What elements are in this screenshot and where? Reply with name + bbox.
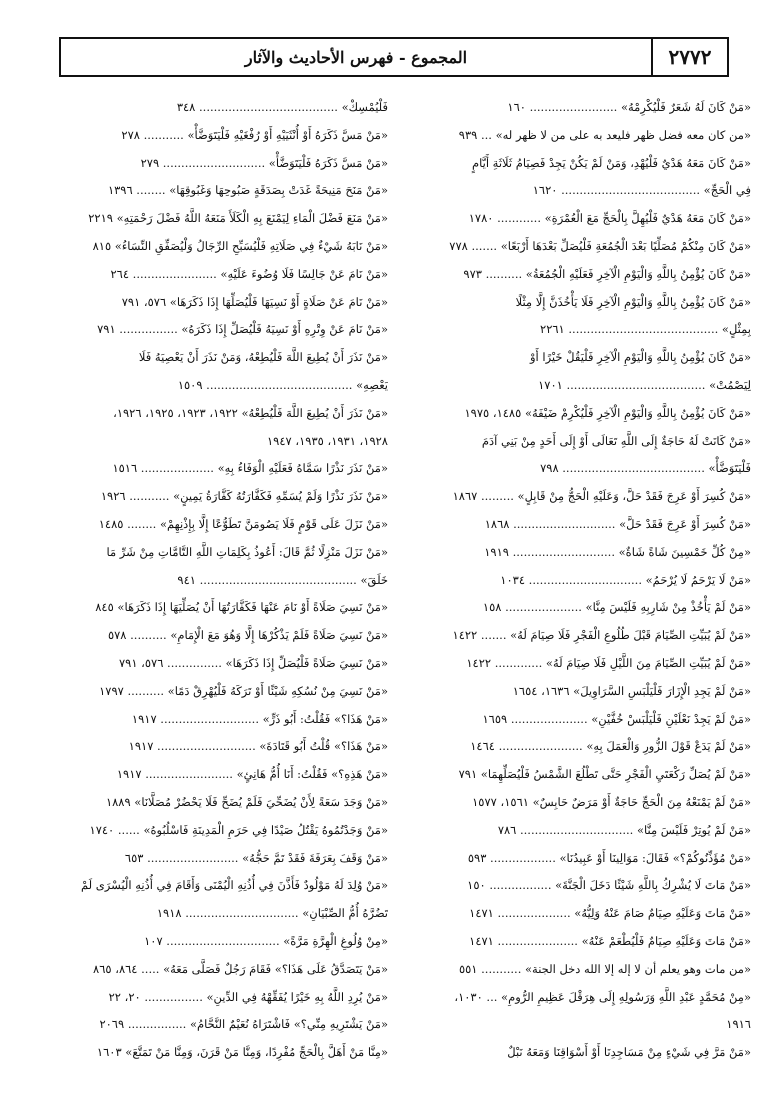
- index-entry: «مَنْ نَسِيَ صَلَاةً فَلْيُصَلِّ إِذَا ذَكَرَهَا» ............... ٥٧٦، ٧٩١: [118, 655, 388, 670]
- index-entry: «مَنْ نَزَلَ عَلَى قَوْمٍ فَلَا يَصُومَنَّ تَطَوُّعًا إِلَّا بِإِذْنِهِمْ» ........ ١٤٨٥: [98, 516, 388, 531]
- index-entry: «مَنْ كَانَ لَهُ شَعَرٌ فَلْيُكْرِمْهُ» ........................ ١٦٠: [507, 100, 751, 114]
- index-entry: «مَنْ كَانَ يُؤْمِنُ بِاللَّهِ وَالْيَوْمِ الْآخِرِ فَعَلَيْهِ الْجُمُعَةُ» .......... ٩٧٣: [463, 266, 751, 281]
- index-entry: يَعْصِهِ» ........................................ ١٥٠٩: [177, 377, 388, 392]
- index-entry: «مَنْ وَقَفَ بِعَرَفَةَ فَقَدْ تَمَّ حَجُّهُ» ......................... ٦٥٣: [124, 850, 388, 865]
- index-entry: «مَنْ كَانَتْ لَهُ حَاجَةٌ إِلَى اللَّهِ تَعَالَى أَوْ إِلَى أَحَدٍ مِنْ بَنِي آدَمَ: [481, 433, 751, 448]
- index-entry: «مَنْ نَسِيَ صَلَاةً أَوْ نَامَ عَنْهَا فَكَفَّارَتُهَا أَنْ يُصَلِّيَهَا إِذَا ذَكَرَهَا» ٨٤٥: [95, 600, 388, 615]
- index-entry: «مَنْ هَذِهِ؟» فَقُلْتُ: أَنَا أُمُّ هَانِئٍ» ........................ ١٩١٧: [116, 767, 388, 782]
- index-entry: «مَنْ لَمْ يَأْخُذْ مِنْ شَارِبِهِ فَلَيْسَ مِنَّا» ..................... ١٥٨: [482, 600, 751, 615]
- index-entry: «مَنْ هَذَا؟» فَقُلْتُ: أَبُو ذَرٍّ» ........................... ١٩١٧: [131, 711, 388, 726]
- page-title: المجموع - فهرس الأحاديث والآثار: [244, 47, 468, 67]
- index-entry: «مَنْ لَا يَرْحَمُ لَا يُرْحَمُ» ............................... ١٠٣٤: [500, 572, 751, 587]
- index-entry: «مَنْ مَنَحَ مَنِيحَةً غَدَتْ بِصَدَقَةٍ صَبُوحِهَا وَغَبُوقِهَا» ........ ١٣٩٦: [107, 183, 388, 198]
- index-entry: «مَنْ كَانَ يُؤْمِنُ بِاللَّهِ وَالْيَوْمِ الْآخِرِ فَلْيَقُلْ خَيْرًا أَوْ: [529, 350, 751, 365]
- index-entry: «مَنْ كُسِرَ أَوْ عَرِجَ فَقَدْ حَلَّ» ............................ ١٨٦٨: [484, 516, 751, 531]
- index-entry: «مَنْ مَنَعَ فَضْلَ الْمَاءِ لِيَمْنَعَ بِهِ الْكَلَأَ مَنَعَهُ اللَّهُ فَضْلَ رَحْمَتِهِ» ٢٢١٩: [88, 211, 388, 226]
- index-entry: «مَنْ لَمْ يُصَلِّ رَكْعَتَيِ الْفَجْرِ حَتَّى تَطْلُعَ الشَّمْسُ فَلْيُصَلِّهِمَا» ٧٩١: [458, 767, 751, 782]
- index-entry: «مَنْ مَاتَ لَا يُشْرِكُ بِاللَّهِ شَيْئًا دَخَلَ الْجَنَّةَ» ................. ١٥٠: [467, 878, 751, 893]
- index-entry: «مَنْ مَسَّ ذَكَرَهُ أَوْ أُنْثَيَيْهِ أَوْ رُفْغَيْهِ فَلْيَتَوَضَّأْ» ........... ٢٧٨: [121, 127, 388, 142]
- index-entry: ١٩١٦: [726, 1017, 751, 1032]
- index-entry: ١٩٢٨، ١٩٣١، ١٩٣٥، ١٩٤٧: [267, 433, 388, 448]
- index-entry: «مَنْ وَجَدَ سَعَةً لِأَنْ يُضَحِّيَ فَلَمْ يُضَحِّ فَلَا يَحْضُرْ مُصَلَّانَا» ١٨٨٩: [105, 794, 388, 809]
- left-column: [38, 94, 388, 1094]
- index-entry: فَلْيَتَوَضَّأْ» ....................................... ٧٩٨: [540, 461, 751, 476]
- index-entry: «مَنْ مَسَّ ذَكَرَهُ فَلْيَتَوَضَّأْ» ............................ ٢٧٩: [140, 155, 388, 170]
- index-entry: «مَنْ نَامَ عَنْ وِتْرِهِ أَوْ نَسِيَهُ فَلْيُصَلِّ إِذَا ذَكَرَهُ» ................ ٧٩١: [97, 322, 388, 337]
- index-entry: «مَنْ كَانَ مِنْكُمْ مُصَلِّيًا بَعْدَ الْجُمُعَةِ فَلْيُصَلِّ بَعْدَهَا أَرْبَعًا» ....... ٧٧٨: [449, 238, 751, 253]
- index-entry: «مَنْ نَذَرَ نَذْرًا سَمَّاهُ فَعَلَيْهِ الْوَفَاءُ بِهِ» .................... ١٥١٦: [112, 461, 388, 476]
- index-entry: «مَنْ كَانَ مَعَهُ هَدْيٌ فَلْيُهْدِ، وَمَنْ لَمْ يَكُنْ يَجِدْ فَصِيَامُ ثَلَاثَةِ أَيَّامٍ: [472, 155, 751, 170]
- index-entry: «مَنْ نَزَلَ مَنْزِلًا ثُمَّ قَالَ: أَعُوذُ بِكَلِمَاتِ اللَّهِ التَّامَّاتِ مِنْ شَرِّ مَا: [106, 544, 388, 559]
- index-entry: «مَنْ لَمْ يَدَعْ قَوْلَ الزُّورِ وَالْعَمَلَ بِهِ» ....................... ١٤٦٤: [470, 739, 751, 754]
- index-entry: «مَنْ مَرَّ فِي شَيْءٍ مِنْ مَسَاجِدِنَا أَوْ أَسْوَاقِنَا وَمَعَهُ نَبْلٌ: [507, 1045, 751, 1060]
- index-entry: «مَنْ نَسِيَ صَلَاةً فَلَمْ يَذْكُرْهَا إِلَّا وَهُوَ مَعَ الْإِمَامِ» .......... ٥٧٨: [107, 628, 388, 643]
- index-entry: «مَنْ نَسِيَ مِنْ نُسُكِهِ شَيْئًا أَوْ تَرَكَهُ فَلْيُهْرِقْ دَمًا» .......... ١٧٩٧: [99, 683, 388, 698]
- index-entry: «مَنْ لَمْ يَجِدْ نَعْلَيْنِ فَلْيَلْبَسْ خُفَّيْنِ» ..................... ١٦٥٩: [482, 711, 751, 726]
- index-entry: «مَنْ كَانَ يُؤْمِنُ بِاللَّهِ وَالْيَوْمِ الْآخِرِ فَلَا يَأْخُذَنَّ إِلَّا مِثْلًا: [515, 294, 751, 309]
- index-entry: «مَنْ كَانَ يُؤْمِنُ بِاللَّهِ وَالْيَوْمِ الْآخِرِ فَلْيُكْرِمْ ضَيْفَهُ» ١٤٨٥، ١٩٧٥: [464, 405, 751, 420]
- right-column: [401, 94, 751, 1094]
- index-entry: «مِنَّا مَنْ أَهَلَّ بِالْحَجِّ مُفْرِدًا، وَمِنَّا مَنْ قَرَنَ، وَمِنَّا مَنْ تَمَتَّعَ» ١٦٠٣: [96, 1045, 388, 1060]
- index-entry: «من كان معه فضل ظهر فليعد به على من لا ظهر له» ... ٩٣٩: [458, 127, 751, 142]
- index-entry: «مَنْ كَانَ مَعَهُ هَدْيٌ فَلْيُهِلَّ بِالْحَجِّ مَعَ الْعُمْرَةِ» ............ ١٧٨٠: [468, 211, 751, 226]
- index-entry: «مَنْ نَابَهُ شَيْءٌ فِي صَلَاتِهِ فَلْيُسَبِّحِ الرِّجَالُ وَلْيُصَفِّقِ النِّسَاءُ» ٨١٥: [92, 238, 388, 253]
- index-entry: «مَنْ لَمْ يَجِدِ الْإِزَارَ فَلْيَلْبَسِ السَّرَاوِيلَ» ١٦٣٦، ١٦٥٤: [512, 683, 751, 698]
- index-entry: «مَنْ كُسِرَ أَوْ عَرِجَ فَقَدْ حَلَّ، وَعَلَيْهِ الْحَجُّ مِنْ قَابِلٍ» ......... ١٨٦٧: [452, 489, 751, 504]
- index-entry: «مِنْ كُلِّ خَمْسِينَ شَاةً شَاةٌ» ............................ ١٩١٩: [484, 544, 751, 559]
- index-entry: «مَنْ مُؤَذِّنُوكُمْ؟» فَقَالَ: مَوَالِينَا أَوْ عَبِيدُنَا» .................. ٥٩٣: [467, 850, 751, 865]
- index-entry: «مَنْ لَمْ يُبَيِّتِ الصِّيَامَ قَبْلَ طُلُوعِ الْفَجْرِ فَلَا صِيَامَ لَهُ» ....... ١٤٢٢: [452, 628, 751, 643]
- index-entry: «مَنْ مَاتَ وَعَلَيْهِ صِيَامٌ فَلْيُطْعَمْ عَنْهُ» ...................... ١٤٧١: [469, 933, 751, 948]
- index-entry: «مَنْ يُرِدِ اللَّهُ بِهِ خَيْرًا يُفَقِّهْهُ فِي الدِّينِ» ................ ٢٠، ٢٢: [108, 989, 388, 1004]
- index-entry: «مَنْ لَمْ يُبَيِّتِ الصِّيَامَ مِنَ اللَّيْلِ فَلَا صِيَامَ لَهُ» ............. ١٤٢٢: [466, 655, 751, 670]
- index-entry: «مِنْ وُلُوغِ الْهِرَّةِ مَرَّةً» ............................... ١٠٧: [144, 933, 388, 948]
- page-number: ٢٧٧٢: [651, 39, 727, 75]
- index-entry: «مَنْ نَذَرَ نَذْرًا وَلَمْ يُسَمِّهِ فَكَفَّارَتُهُ كَفَّارَةُ يَمِينٍ» ........... ١٩٢٦: [100, 489, 388, 504]
- index-entry: «مِنْ مُحَمَّدٍ عَبْدِ اللَّهِ وَرَسُولِهِ إِلَى هِرَقْلَ عَظِيمِ الرُّومِ» ... ١٠٣٠،: [454, 989, 751, 1004]
- index-entry: «مَنْ يَشْتَرِيهِ مِنِّي؟» فَاشْتَرَاهُ نُعَيْمٌ النَّحَّامُ» ................ ٢٠٦٩: [99, 1017, 388, 1032]
- index-columns: [38, 94, 751, 1094]
- index-entry: خَلَقَ» ........................................... ٩٤١: [177, 572, 388, 587]
- index-entry: «مَنْ وُلِدَ لَهُ مَوْلُودٌ فَأَذَّنَ فِي أُذُنِهِ الْيُمْنَى وَأَقَامَ فِي أُذُنِهِ الْيُسْرَى لَمْ: [80, 878, 388, 893]
- index-entry: «من مات وهو يعلم أن لا إله إلا الله دخل الجنة» ........... ٥٥١: [458, 961, 751, 976]
- index-entry: بِمِثْلٍ» ......................................... ٢٢٦١: [540, 322, 751, 337]
- index-entry: «مَنْ وَجَدْتُمُوهُ يَقْتُلُ صَيْدًا فِي حَرَمِ الْمَدِينَةِ فَاسْلُبُوهُ» ...... ١٧٤٠: [89, 822, 388, 837]
- index-entry: «مَنْ يَتَصَدَّقُ عَلَى هَذَا؟» فَقَامَ رَجُلٌ فَصَلَّى مَعَهُ» ..... ٨٦٤، ٨٦٥: [93, 961, 388, 976]
- index-entry: فَلْيُمْسِكْ» ...................................... ٣٤٨: [176, 100, 388, 114]
- index-entry: «مَنْ نَذَرَ أَنْ يُطِيعَ اللَّهَ فَلْيُطِعْهُ، وَمَنْ نَذَرَ أَنْ يَعْصِيَهُ فَلَا: [138, 350, 388, 365]
- index-entry: «مَنْ لَمْ يَمْنَعْهُ مِنَ الْحَجِّ حَاجَةٌ أَوْ مَرَضٌ حَابِسٌ» ١٥٦١، ١٥٧٧: [472, 794, 751, 809]
- index-entry: لِيَصْمُتْ» ...................................... ١٧٠١: [538, 377, 751, 392]
- index-entry: «مَنْ مَاتَ وَعَلَيْهِ صِيَامٌ صَامَ عَنْهُ وَلِيُّهُ» .................... ١٤٧١: [469, 906, 751, 921]
- index-entry: «مَنْ هَذَا؟» قُلْتُ أَبُو قَتَادَةَ» ........................... ١٩١٧: [128, 739, 388, 754]
- index-entry: «مَنْ نَذَرَ أَنْ يُطِيعَ اللَّهَ فَلْيُطِعْهُ» ١٩٢٢، ١٩٢٣، ١٩٢٥، ١٩٢٦،: [113, 405, 388, 420]
- page-header: [59, 37, 729, 77]
- index-entry: «مَنْ نَامَ عَنْ صَلَاةٍ أَوْ نَسِيَهَا فَلْيُصَلِّهَا إِذَا ذَكَرَهَا» ٥٧٦، ٧٩١: [121, 294, 388, 309]
- index-entry: فِي الْحَجِّ» ...................................... ١٦٢٠: [532, 183, 751, 198]
- index-entry: «مَنْ لَمْ يُوتِرْ فَلَيْسَ مِنَّا» ............................... ٧٨٦: [497, 822, 751, 837]
- index-entry: «مَنْ نَامَ عَنْ جَالِسًا فَلَا وُضُوءَ عَلَيْهِ» ....................... ٢٦٤: [110, 266, 388, 281]
- index-entry: تَضُرَّهُ أُمُّ الصِّبْيَانِ» ............................... ١٩١٨: [156, 906, 388, 921]
